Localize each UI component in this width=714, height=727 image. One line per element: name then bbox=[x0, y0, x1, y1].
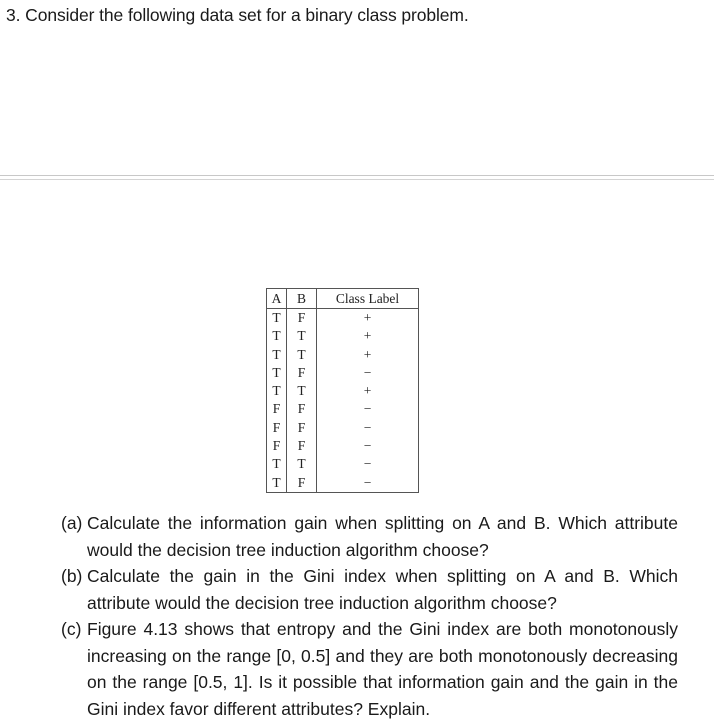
cell-b: T bbox=[287, 382, 317, 400]
header-a: A bbox=[267, 289, 287, 309]
table-row bbox=[267, 455, 419, 473]
part-text: Figure 4.13 shows that entropy and the Gini index are both monotonously increasing on the range [0, 0.5] and they are both monotonously decreasing on the range [0.5, 1]. Is it possible that information gain and the gain in the Gini index favor different attributes? Explain. bbox=[87, 619, 678, 719]
table-row bbox=[267, 327, 419, 345]
cell-class: − bbox=[317, 437, 419, 455]
table-row bbox=[267, 364, 419, 382]
part-c bbox=[61, 616, 678, 722]
cell-b: F bbox=[287, 474, 317, 493]
table-header-row bbox=[267, 289, 419, 309]
part-letter: (c) bbox=[61, 619, 82, 639]
question-title: 3. Consider the following data set for a binary class problem. bbox=[6, 5, 469, 25]
cell-class: + bbox=[317, 382, 419, 400]
part-b bbox=[61, 563, 678, 616]
cell-class: − bbox=[317, 400, 419, 418]
cell-b: F bbox=[287, 419, 317, 437]
divider-line bbox=[0, 175, 714, 176]
cell-a: F bbox=[267, 419, 287, 437]
cell-class: + bbox=[317, 309, 419, 328]
cell-b: F bbox=[287, 437, 317, 455]
divider-line bbox=[0, 179, 714, 180]
cell-b: F bbox=[287, 400, 317, 418]
part-letter: (b) bbox=[61, 566, 83, 586]
table-row bbox=[267, 437, 419, 455]
cell-class: − bbox=[317, 474, 419, 493]
cell-a: T bbox=[267, 382, 287, 400]
cell-a: T bbox=[267, 455, 287, 473]
cell-b: F bbox=[287, 364, 317, 382]
cell-b: T bbox=[287, 455, 317, 473]
cell-a: T bbox=[267, 346, 287, 364]
header-b: B bbox=[287, 289, 317, 309]
cell-a: T bbox=[267, 474, 287, 493]
cell-b: T bbox=[287, 346, 317, 364]
cell-b: F bbox=[287, 309, 317, 328]
table-row bbox=[267, 346, 419, 364]
data-table bbox=[266, 288, 419, 493]
cell-a: T bbox=[267, 309, 287, 328]
table-row bbox=[267, 400, 419, 418]
table-row bbox=[267, 309, 419, 328]
question-parts bbox=[61, 510, 678, 722]
cell-a: F bbox=[267, 437, 287, 455]
table-row bbox=[267, 474, 419, 493]
table-row bbox=[267, 382, 419, 400]
cell-a: T bbox=[267, 364, 287, 382]
cell-class: − bbox=[317, 364, 419, 382]
part-text: Calculate the information gain when splitting on A and B. Which attribute would the decision tree induction algorithm choose? bbox=[87, 513, 678, 560]
cell-b: T bbox=[287, 327, 317, 345]
part-a bbox=[61, 510, 678, 563]
cell-class: + bbox=[317, 327, 419, 345]
part-letter: (a) bbox=[61, 513, 83, 533]
part-text: Calculate the gain in the Gini index when splitting on A and B. Which attribute would the decision tree induction algorithm choose? bbox=[87, 566, 678, 613]
header-class-label: Class Label bbox=[317, 289, 419, 309]
cell-class: + bbox=[317, 346, 419, 364]
cell-a: T bbox=[267, 327, 287, 345]
cell-class: − bbox=[317, 455, 419, 473]
cell-a: F bbox=[267, 400, 287, 418]
table-row bbox=[267, 419, 419, 437]
cell-class: − bbox=[317, 419, 419, 437]
